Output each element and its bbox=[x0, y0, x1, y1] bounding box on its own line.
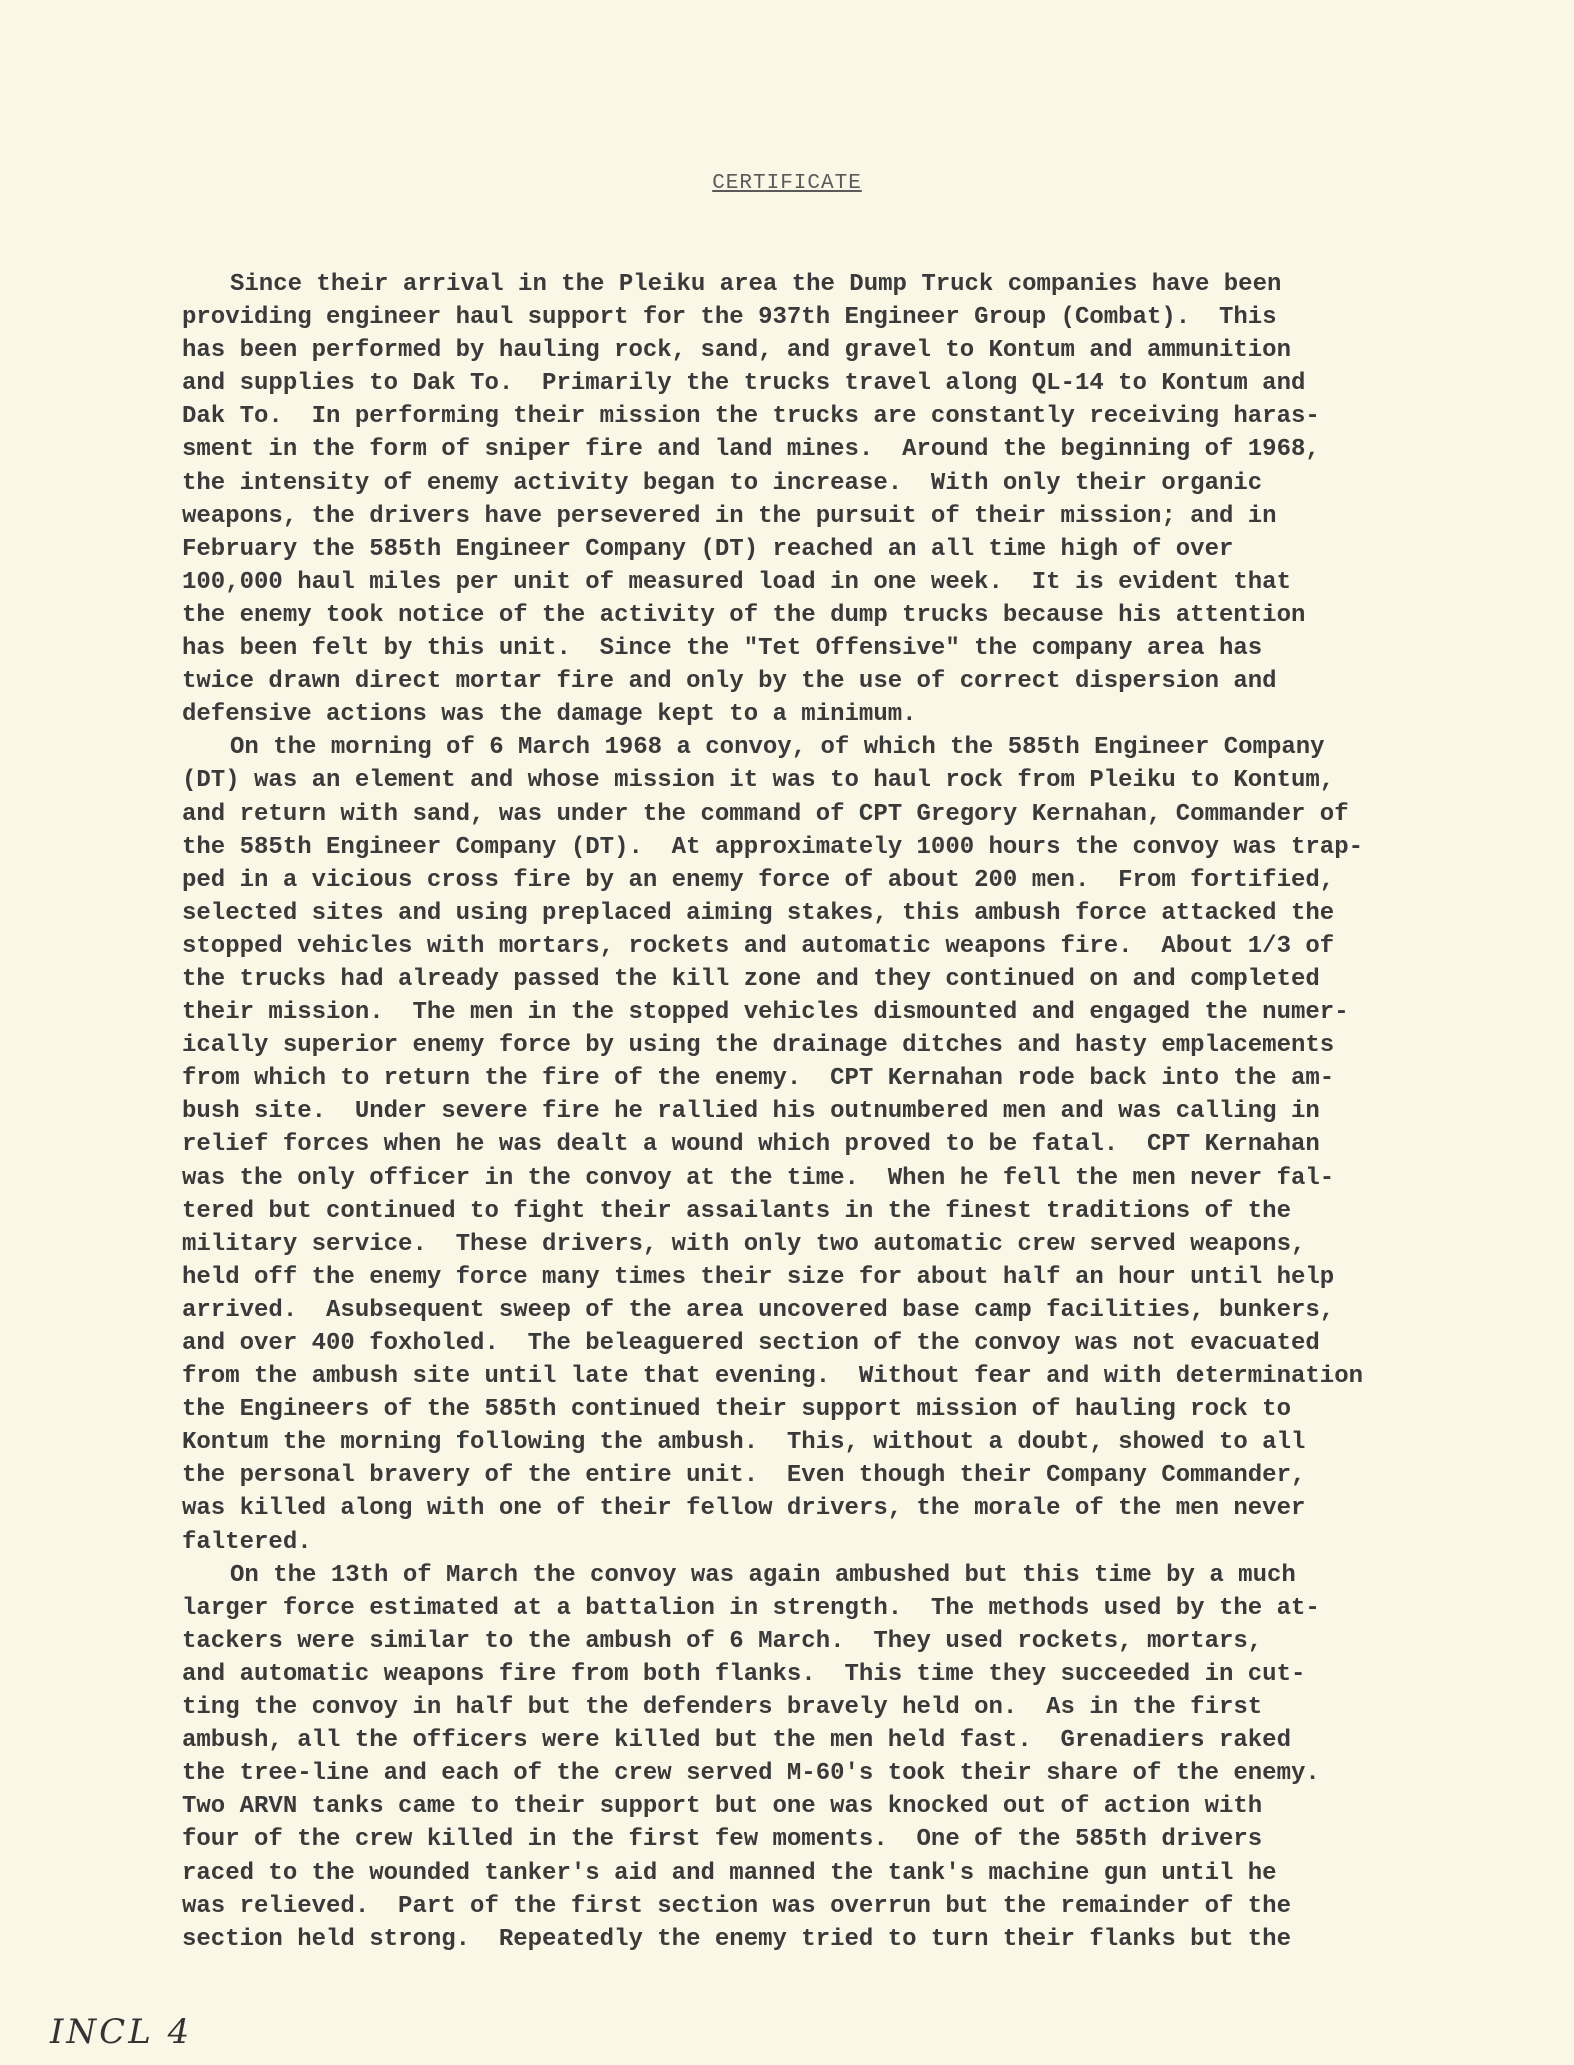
text-line: their mission. The men in the stopped vehicles dismounted and engaged the numer- bbox=[182, 999, 1349, 1027]
text-line: ically superior enemy force by using the drainage ditches and hasty emplacements bbox=[182, 1032, 1335, 1060]
text-line: tackers were similar to the ambush of 6 March. They used rockets, mortars, bbox=[182, 1627, 1263, 1655]
text-line: the tree-line and each of the crew served M-60's took their share of the enemy. bbox=[182, 1760, 1320, 1788]
text-line: providing engineer haul support for the 937th Engineer Group (Combat). This bbox=[182, 304, 1277, 332]
text-line: twice drawn direct mortar fire and only by the use of correct dispersion and bbox=[182, 668, 1277, 696]
text-line: 100,000 haul miles per unit of measured load in one week. It is evident that bbox=[182, 568, 1291, 596]
text-line: and return with sand, was under the command of CPT Gregory Kernahan, Commander of bbox=[182, 800, 1349, 828]
text-line: ped in a vicious cross fire by an enemy force of about 200 men. From fortified, bbox=[182, 866, 1335, 894]
text-line: held off the enemy force many times their size for about half an hour until help bbox=[182, 1263, 1335, 1291]
text-line: Since their arrival in the Pleiku area the Dump Truck companies have been bbox=[230, 271, 1282, 298]
text-line: the trucks had already passed the kill zone and they continued on and completed bbox=[182, 965, 1320, 993]
document-body bbox=[182, 268, 1522, 1956]
text-line: defensive actions was the damage kept to a minimum. bbox=[182, 701, 917, 729]
handwritten-annotation: INCL 4 bbox=[50, 2012, 193, 2052]
document-title: CERTIFICATE bbox=[712, 172, 862, 195]
text-line: the enemy took notice of the activity of the dump trucks because his attention bbox=[182, 601, 1306, 629]
text-line: On the morning of 6 March 1968 a convoy, of which the 585th Engineer Company bbox=[230, 734, 1325, 762]
text-line: was the only officer in the convoy at the time. When he fell the men never fal- bbox=[182, 1164, 1335, 1192]
text-line: and automatic weapons fire from both flanks. This time they succeeded in cut- bbox=[182, 1660, 1306, 1688]
text-line: (DT) was an element and whose mission it was to haul rock from Pleiku to Kontum, bbox=[182, 767, 1335, 795]
text-line: the personal bravery of the entire unit. Even though their Company Commander, bbox=[182, 1462, 1306, 1490]
text-line: and over 400 foxholed. The beleaguered section of the convoy was not evacuated bbox=[182, 1330, 1320, 1357]
text-line: stopped vehicles with mortars, rockets and automatic weapons fire. About 1/3 of bbox=[182, 932, 1335, 960]
text-line: the 585th Engineer Company (DT). At approximately 1000 hours the convoy was trap- bbox=[182, 833, 1363, 861]
text-line: selected sites and using preplaced aiming stakes, this ambush force attacked the bbox=[182, 899, 1335, 927]
text-line: military service. These drivers, with only two automatic crew served weapons, bbox=[182, 1230, 1306, 1258]
text-line: ting the convoy in half but the defenders bravely held on. As in the first bbox=[182, 1694, 1263, 1722]
text-line: On the 13th of March the convoy was again ambushed but this time by a much bbox=[230, 1561, 1296, 1589]
text-line: tered but continued to fight their assailants in the finest traditions of the bbox=[182, 1197, 1291, 1225]
text-line: the Engineers of the 585th continued their support mission of hauling rock to bbox=[182, 1396, 1291, 1424]
text-line: larger force estimated at a battalion in strength. The methods used by the at- bbox=[182, 1594, 1320, 1622]
text-line: was killed along with one of their fellow drivers, the morale of the men never bbox=[182, 1495, 1306, 1523]
text-line: from the ambush site until late that evening. Without fear and with determination bbox=[182, 1363, 1363, 1391]
text-line: faltered. bbox=[182, 1528, 312, 1556]
text-line: was relieved. Part of the first section was overrun but the remainder of the bbox=[182, 1892, 1291, 1920]
text-line: Two ARVN tanks came to their support but one was knocked out of action with bbox=[182, 1793, 1263, 1821]
text-line: four of the crew killed in the first few moments. One of the 585th drivers bbox=[182, 1826, 1263, 1854]
text-line: Dak To. In performing their mission the trucks are constantly receiving haras- bbox=[182, 403, 1320, 431]
text-line: sment in the form of sniper fire and land mines. Around the beginning of 1968, bbox=[182, 436, 1320, 464]
text-line: has been felt by this unit. Since the "Tet Offensive" the company area has bbox=[182, 635, 1263, 663]
text-line: Kontum the morning following the ambush. This, without a doubt, showed to all bbox=[182, 1429, 1306, 1457]
text-line: and supplies to Dak To. Primarily the trucks travel along QL-14 to Kontum and bbox=[182, 370, 1306, 398]
text-line: has been performed by hauling rock, sand, and gravel to Kontum and ammunition bbox=[182, 337, 1291, 365]
text-line: arrived. Asubsequent sweep of the area uncovered base camp facilities, bunkers, bbox=[182, 1296, 1335, 1324]
text-line: the intensity of enemy activity began to increase. With only their organic bbox=[182, 469, 1263, 497]
text-line: February the 585th Engineer Company (DT) reached an all time high of over bbox=[182, 535, 1234, 563]
text-line: from which to return the fire of the enemy. CPT Kernahan rode back into the am- bbox=[182, 1065, 1335, 1093]
text-line: section held strong. Repeatedly the enemy tried to turn their flanks but the bbox=[182, 1925, 1291, 1953]
text-line: ambush, all the officers were killed but the men held fast. Grenadiers raked bbox=[182, 1727, 1291, 1755]
text-line: weapons, the drivers have persevered in the pursuit of their mission; and in bbox=[182, 502, 1277, 530]
text-line: raced to the wounded tanker's aid and manned the tank's machine gun until he bbox=[182, 1859, 1277, 1887]
text-line: bush site. Under severe fire he rallied his outnumbered men and was calling in bbox=[182, 1098, 1320, 1126]
text-line: relief forces when he was dealt a wound which proved to be fatal. CPT Kernahan bbox=[182, 1131, 1320, 1159]
